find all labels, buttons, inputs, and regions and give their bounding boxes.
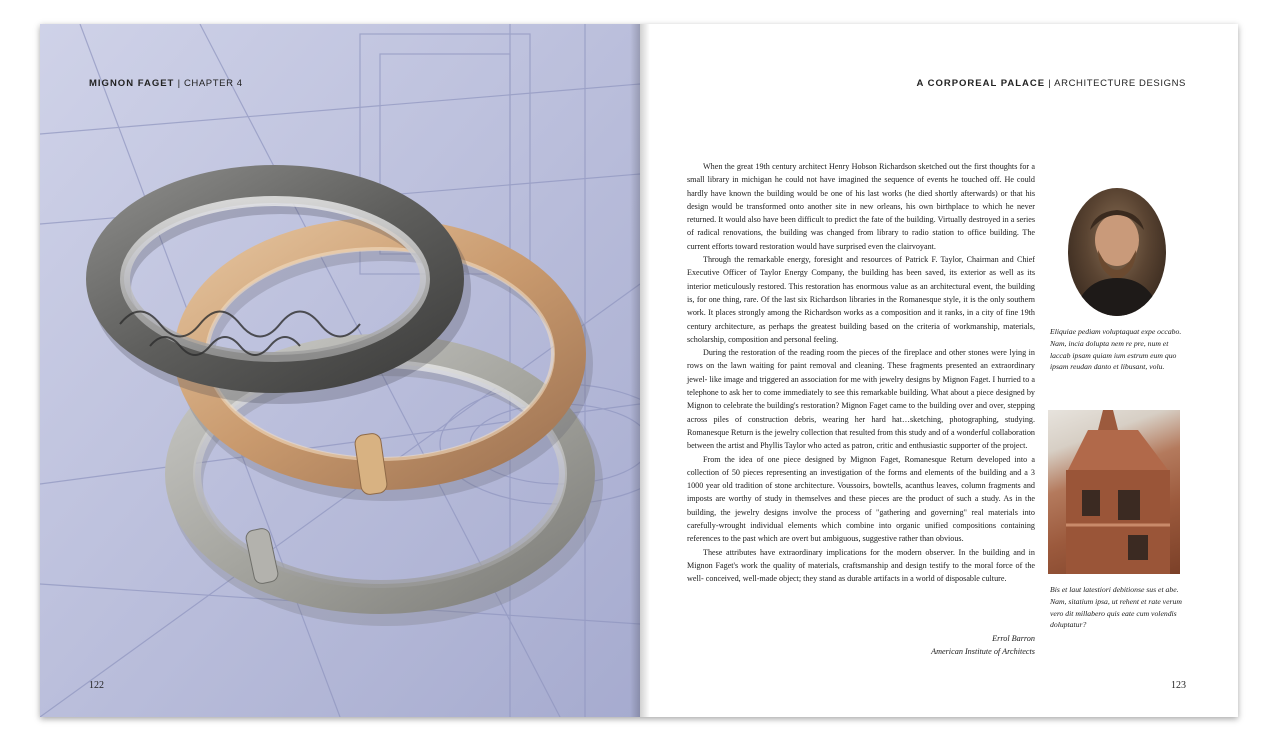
head-separator: | (1048, 78, 1055, 89)
book-spread (40, 24, 1238, 717)
signature (687, 632, 1035, 658)
paragraph: From the idea of one piece designed by Mignon Faget, Romanesque Return developed into a collection of 50 pieces representing an investigation of the forms and elements of the building and a 3 1000 year old tradition of stone architecture. Voussoirs, bowtells, acanthus leaves, column fragments and imposts are worthy of study in themselves and these pieces are the product of such a study. As in the building, the jewelry designs involve the process of "gathering and governing" real materials into carefully-wrought individual elements which combine into organic unified compositions containing references to the past which are overt but ambiguous, suggestive rather than obvious. (687, 454, 1035, 544)
paragraph: When the great 19th century architect Henry Hobson Richardson sketched out the first thoughts for a small library in michigan he could not have imagined the sequence of events he touched off. He could hardly have known the building would be one of his last works (he died shortly afterwards) or that his design would be transformed onto another site in new orleans, his own birthplace to which he never returned. It would also have been difficult to predict the fate of the building. Virtually destroyed in a series of radical renovations, the building was changed from library to radio station to office building. The current efforts toward restoration would have surprised even the clairvoyant. (687, 162, 1035, 251)
right-page (640, 24, 1238, 717)
building-caption: Bis et laut latestiori debitionse sus et abe. Nam, sitatium ipsa, ut rehent et rate verum vero dit millabero quis eate cum volendis doluptatur? (1050, 585, 1182, 630)
book-title: MIGNON FAGET (89, 78, 175, 89)
paragraph: These attributes have extraordinary implications for the modern observer. In the building and in Mignon Faget's work the quality of materials, craftsmanship and design testify to the moral force of the well- conceived, well-made object; they stand as durable artifacts in a world of disposable culture. (687, 547, 1035, 584)
head-separator: | (177, 78, 184, 89)
chapter-label: CHAPTER 4 (183, 78, 243, 89)
author-name: Errol Barron (992, 634, 1035, 643)
bangles-photo (40, 24, 640, 717)
page-number-right: 123 (1171, 680, 1186, 691)
page-number-left: 122 (89, 680, 104, 691)
paragraph: Through the remarkable energy, foresight and resources of Patrick F. Taylor, Chairman and Chief Executive Officer of Taylor Energy Company, the building has been saved, its exterior as well as its interior meticulously restored. This restoration has enormous value as an architectural event, the building is, for one thing, rare. Of the last six Richardson libraries in the Romanesque style, it is the only southern work. It places strongly among the Richardson works as a composition and it ranks, in a city of fine 19th century architecture, as perhaps the greatest building based on the criteria of workmanship, materials, scholarship, composition and personal feeling. (687, 255, 1035, 344)
paragraph: During the restoration of the reading room the pieces of the fireplace and other stones were lying in rows on the lawn waiting for paint removal and cleaning. These fragments presented an extraordinary jewel- like image and triggered an association for me with jewelry designs by Mignon Faget. I hurried to a telephone to ask her to come immediately to see this remarkable building. What about a piece designed by Mignon to celebrate the building's restoration? Mignon Faget came to the building over and over, stepping across piles of construction debris, wearing her hard hat…sketching, photographing, studying. Romanesque Return is the jewelry collection that resulted from this study and of a wonderful collaboration between the artist and Phyllis Taylor who acted as patron, critic and enthusiastic supporter of the project. (687, 348, 1035, 451)
portrait-photo (1068, 188, 1166, 316)
section-label: ARCHITECTURE DESIGNS (1054, 78, 1186, 89)
essay-title: A CORPOREAL PALACE (916, 78, 1046, 89)
left-running-head (89, 78, 243, 89)
author-affiliation: American Institute of Architects (931, 647, 1035, 656)
left-page-photo (40, 24, 640, 717)
essay-body (687, 160, 1035, 586)
building-detail-photo (1048, 410, 1180, 574)
portrait-caption: Eliquiae pediam voluptaquat expe occabo. Nam, incia dolupta nem re pre, num et laccab ipsam quiam ium estrum eum quo ipsam reudan danto et libusant, volu. (1050, 327, 1182, 372)
right-running-head (916, 78, 1186, 89)
